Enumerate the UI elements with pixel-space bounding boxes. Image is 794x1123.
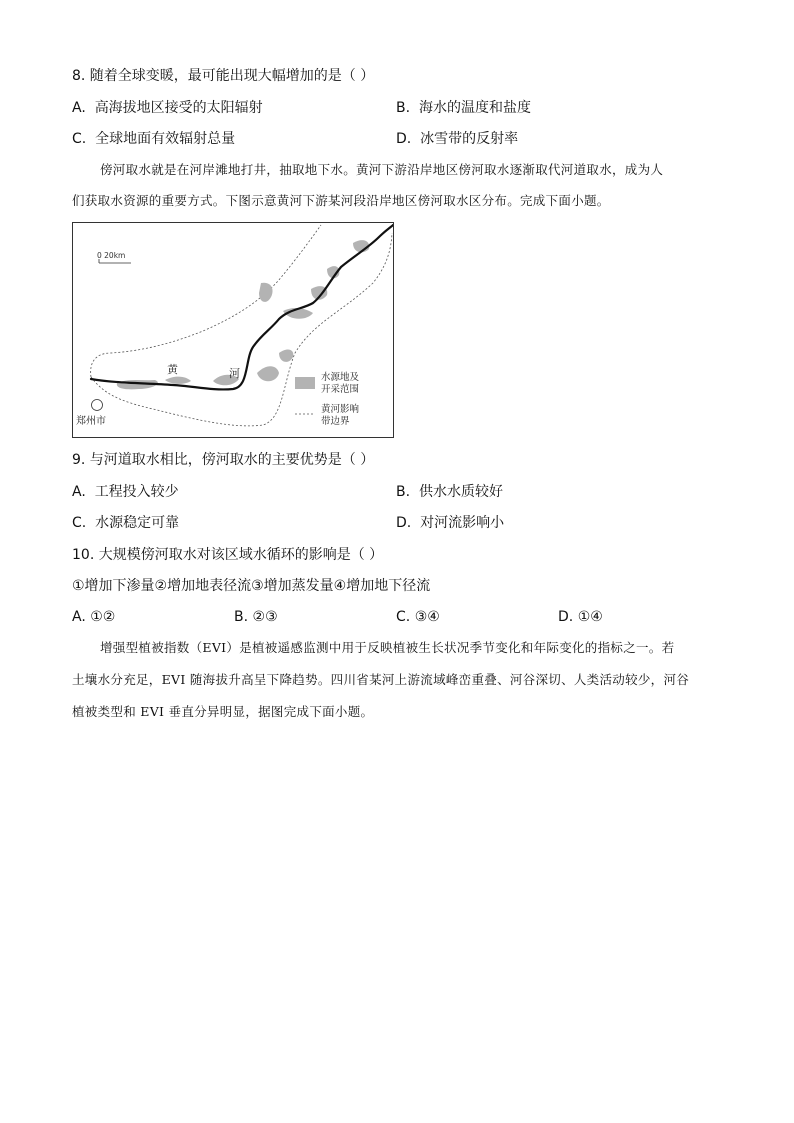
option-text: 冰雪带的反射率 [420,131,519,147]
q9-option-d [396,513,504,533]
option-text: 对河流影响小 [420,515,505,531]
option-text: 水源稳定可靠 [95,515,180,531]
legend-item-1-line2: 开采范围 [321,384,360,395]
passage1-line1: 傍河取水就是在河岸滩地打井，抽取地下水。黄河下游沿岸地区傍河取水逐渐取代河道取水，成为人 [100,162,664,177]
option-text: 海水的温度和盐度 [418,100,531,116]
option-text: ②③ [252,609,278,625]
option-label: D. [396,131,412,147]
q9-option-a [72,482,179,502]
option-label: B. [234,609,249,625]
q10-stem: 10. 大规模傍河取水对该区域水循环的影响是（ ） [72,547,384,563]
q9-stem: 9. 与河道取水相比，傍河取水的主要优势是（ ） [72,452,375,468]
option-label: C. [72,515,87,531]
legend-item-2-line1: 黄河影响 [321,404,360,415]
passage2-line1: 增强型植被指数（EVI）是植被遥感监测中用于反映植被生长状况季节变化和年际变化的指标之一。若 [100,640,675,655]
option-label: B. [396,100,411,116]
option-label: A. [72,484,86,500]
option-label: A. [72,100,86,116]
q9-option-b [396,482,503,502]
option-label: B. [396,484,411,500]
q8-option-d [396,129,518,149]
water-source-areas [117,240,370,389]
option-label: D. [396,515,412,531]
option-text: 工程投入较少 [94,484,179,500]
q10-items: ①增加下渗量②增加地表径流③增加蒸发量④增加地下径流 [72,578,431,594]
q9-option-c [72,513,179,533]
q10-option-c [396,607,440,627]
option-text: ③④ [414,609,440,625]
option-text: 全球地面有效辐射总量 [95,131,236,147]
option-text: ①④ [577,609,603,625]
passage2-line3: 植被类型和 EVI 垂直分异明显，据图完成下面小题。 [72,704,374,719]
river-label-huang: 黄 [167,363,178,376]
yellow-river-map [72,222,394,438]
river-label-he: 河 [229,367,240,380]
q10-option-a [72,607,115,627]
scale-label: 0 20km [97,251,126,260]
option-label: C. [72,131,87,147]
option-label: C. [396,609,411,625]
city-label: 郑州市 [76,416,106,427]
option-text: 供水水质较好 [418,484,503,500]
passage2-line2: 土壤水分充足，EVI 随海拔升高呈下降趋势。四川省某河上游流域峰峦重叠、河谷深切、人类活动较少，河谷 [72,672,690,687]
option-text: ①② [90,609,116,625]
q8-option-c [72,129,235,149]
q8-option-a [72,98,263,118]
q8-stem: 8. 随着全球变暖，最可能出现大幅增加的是（ ） [72,68,375,84]
legend-item-1-line1: 水源地及 [321,372,360,383]
q10-option-b [234,607,278,627]
legend-item-2-line2: 带边界 [321,416,350,427]
yellow-river-line [91,225,393,389]
legend-gray-fill-icon [295,377,315,389]
passage1-line2: 们获取水资源的重要方式。下图示意黄河下游某河段沿岸地区傍河取水区分布。完成下面小题。 [72,193,610,208]
map-legend [295,371,360,427]
q8-option-b [396,98,531,118]
option-text: 高海拔地区接受的太阳辐射 [94,100,263,116]
city-marker-icon [92,400,103,411]
q10-option-d [558,607,603,627]
option-label: D. [558,609,574,625]
map-graphic [73,223,393,437]
option-label: A. [72,609,86,625]
